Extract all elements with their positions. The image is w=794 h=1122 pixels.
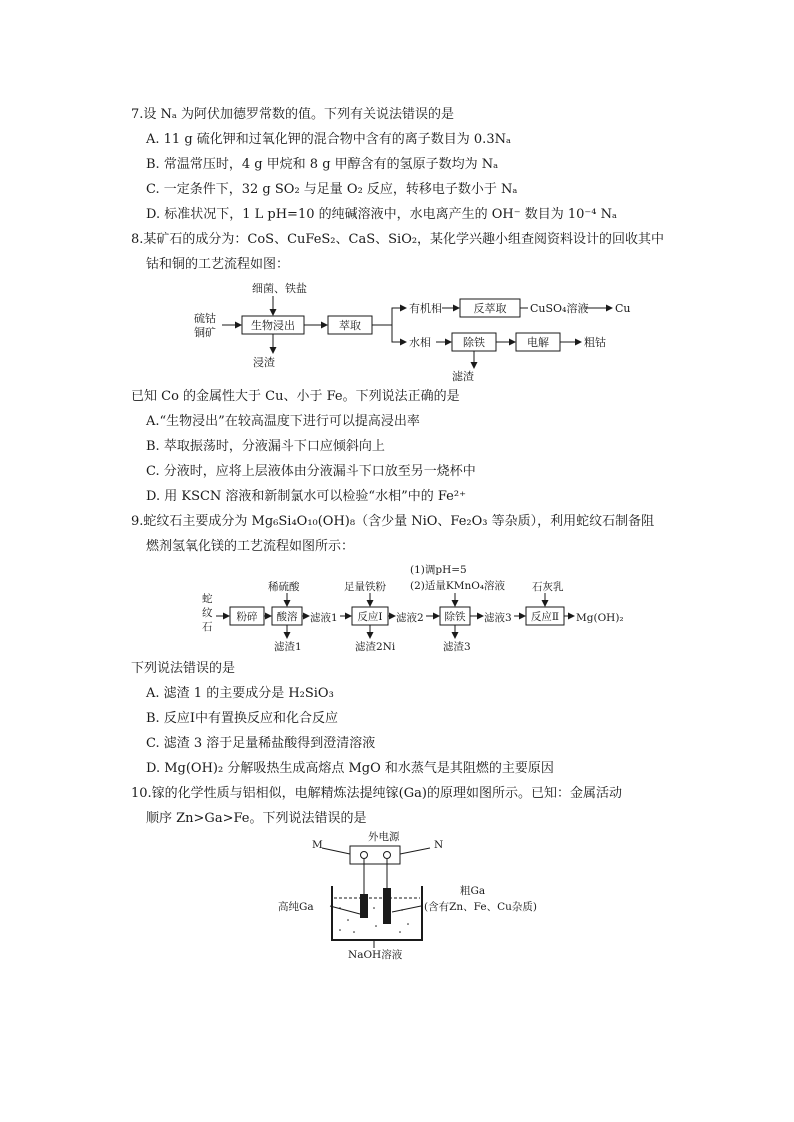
- q9-box-r1-label: 反应Ⅰ: [357, 611, 383, 623]
- q9-filtrate3: 滤液3: [484, 612, 512, 624]
- q8-crude-co: 粗钴: [584, 336, 606, 349]
- q9-product: Mg(OH)₂: [576, 612, 624, 624]
- q8-option-c: C. 分液时，应将上层液体由分液漏斗下口放至另一烧杯中: [146, 464, 476, 479]
- q10-solution: NaOH溶液: [348, 949, 403, 961]
- q7-stem: 7.设 Nₐ 为阿伏加德罗常数的值。下列有关说法错误的是: [131, 107, 455, 122]
- q9-stem-line2: 燃剂氢氧化镁的工艺流程如图所示：: [146, 539, 355, 554]
- q10-n-label: N: [434, 839, 444, 851]
- q9-note: 下列说法错误的是: [131, 661, 236, 676]
- q8-organic-phase: 有机相: [409, 302, 442, 315]
- q9-lime: 石灰乳: [532, 581, 564, 593]
- q9-stem-line1: 9.蛇纹石主要成分为 Mg₆Si₄O₁₀(OH)₈（含少量 NiO、Fe₂O₃ 等杂质），利用蛇纹石制备阻: [131, 514, 655, 529]
- q8-stem-line2: 钴和铜的工艺流程如图：: [146, 257, 290, 272]
- q10-power-box: [350, 846, 400, 864]
- q7-option-c: C. 一定条件下，32 g SO₂ 与足量 O₂ 反应，转移电子数小于 Nₐ: [146, 182, 518, 197]
- q8-flow-diagram: [190, 276, 660, 386]
- q10-stem-line2: 顺序 Zn>Ga>Fe。下列说法错误的是: [146, 811, 367, 826]
- q8-cuso4: CuSO₄溶液: [530, 302, 589, 315]
- q9-input-3: 石: [202, 621, 213, 633]
- q8-option-b: B. 萃取振荡时，分液漏斗下口应倾斜向上: [146, 439, 385, 454]
- q10-m-label: M: [312, 839, 323, 851]
- q9-box-dissolve-label: 酸溶: [276, 611, 298, 623]
- q8-option-d: D. 用 KSCN 溶液和新制氯水可以检验“水相”中的 Fe²⁺: [146, 489, 466, 504]
- q9-cond1: (1)调pH=5: [410, 564, 467, 576]
- q10-terminal-m: [361, 852, 368, 859]
- q9-box-crush-label: 粉碎: [236, 611, 258, 623]
- q9-input-2: 纹: [202, 607, 213, 619]
- q8-input-line1: 硫钴: [194, 312, 216, 325]
- q10-power-label: 外电源: [368, 831, 400, 843]
- q9-residue1: 滤渣1: [274, 641, 302, 653]
- q9-input-1: 蛇: [202, 593, 213, 605]
- q9-option-c: C. 滤渣 3 溶于足量稀盐酸得到澄清溶液: [146, 736, 376, 751]
- q8-cu: Cu: [615, 302, 631, 315]
- q8-box-extract-label: 萃取: [339, 319, 361, 332]
- q10-electrolysis-diagram: [268, 828, 568, 962]
- q8-option-a: A.“生物浸出”在较高温度下进行可以提高浸出率: [146, 414, 420, 429]
- q8-reagent: 细菌、铁盐: [252, 282, 307, 295]
- q9-box-r2-label: 反应Ⅱ: [530, 611, 560, 623]
- q9-residue3: 滤渣3: [443, 641, 471, 653]
- q9-filtrate1: 滤液1: [310, 612, 338, 624]
- q7-option-b: B. 常温常压时，4 g 甲烷和 8 g 甲醇含有的氢原子数均为 Nₐ: [146, 157, 499, 172]
- q10-pure-ga: 高纯Ga: [278, 901, 314, 913]
- q8-stem-line1: 8.某矿石的成分为：CoS、CuFeS₂、CaS、SiO₂，某化学兴趣小组查阅资料设计的回收其中: [131, 232, 665, 247]
- q9-residue2: 滤渣2Ni: [355, 641, 396, 653]
- q10-pure-electrode: [360, 894, 368, 918]
- q8-box-elec-label: 电解: [527, 336, 549, 349]
- q9-option-a: A. 滤渣 1 的主要成分是 H₂SiO₃: [146, 686, 334, 701]
- q9-iron: 足量铁粉: [344, 581, 386, 593]
- q10-impurity: (含有Zn、Fe、Cu杂质): [424, 901, 537, 913]
- q9-flow-diagram: [198, 560, 678, 658]
- q8-note: 已知 Co 的金属性大于 Cu、小于 Fe。下列说法正确的是: [131, 389, 460, 404]
- q10-stem-line1: 10.镓的化学性质与铝相似，电解精炼法提纯镓(Ga)的原理如图所示。已知：金属活动: [131, 786, 622, 801]
- q9-option-b: B. 反应Ⅰ中有置换反应和化合反应: [146, 711, 338, 726]
- q10-cell: [332, 886, 422, 940]
- q8-aqueous-phase: 水相: [409, 336, 431, 349]
- q7-option-d: D. 标准状况下，1 L pH=10 的纯碱溶液中，水电离产生的 OH⁻ 数目为 10⁻⁴ Nₐ: [146, 207, 618, 222]
- q9-cond2: (2)适量KMnO₄溶液: [410, 580, 506, 592]
- q8-filter-residue: 滤渣: [452, 370, 474, 383]
- q8-box-fe-label: 除铁: [463, 336, 485, 349]
- q10-terminal-n: [384, 852, 391, 859]
- q7-option-a: A. 11 g 硫化钾和过氧化钾的混合物中含有的离子数目为 0.3Nₐ: [146, 132, 511, 147]
- q10-crude-ga: 粗Ga: [460, 885, 486, 897]
- q9-acid: 稀硫酸: [268, 581, 300, 593]
- q8-box-back-label: 反萃取: [473, 302, 507, 315]
- q10-crude-electrode: [383, 888, 391, 924]
- q9-option-d: D. Mg(OH)₂ 分解吸热生成高熔点 MgO 和水蒸气是其阻燃的主要原因: [146, 761, 554, 776]
- q9-filtrate2: 滤液2: [396, 612, 424, 624]
- q8-input-line2: 铜矿: [194, 326, 216, 339]
- q9-box-fe-label: 除铁: [444, 611, 466, 623]
- q8-residue: 浸渣: [253, 356, 275, 369]
- q8-box-leach-label: 生物浸出: [251, 319, 295, 332]
